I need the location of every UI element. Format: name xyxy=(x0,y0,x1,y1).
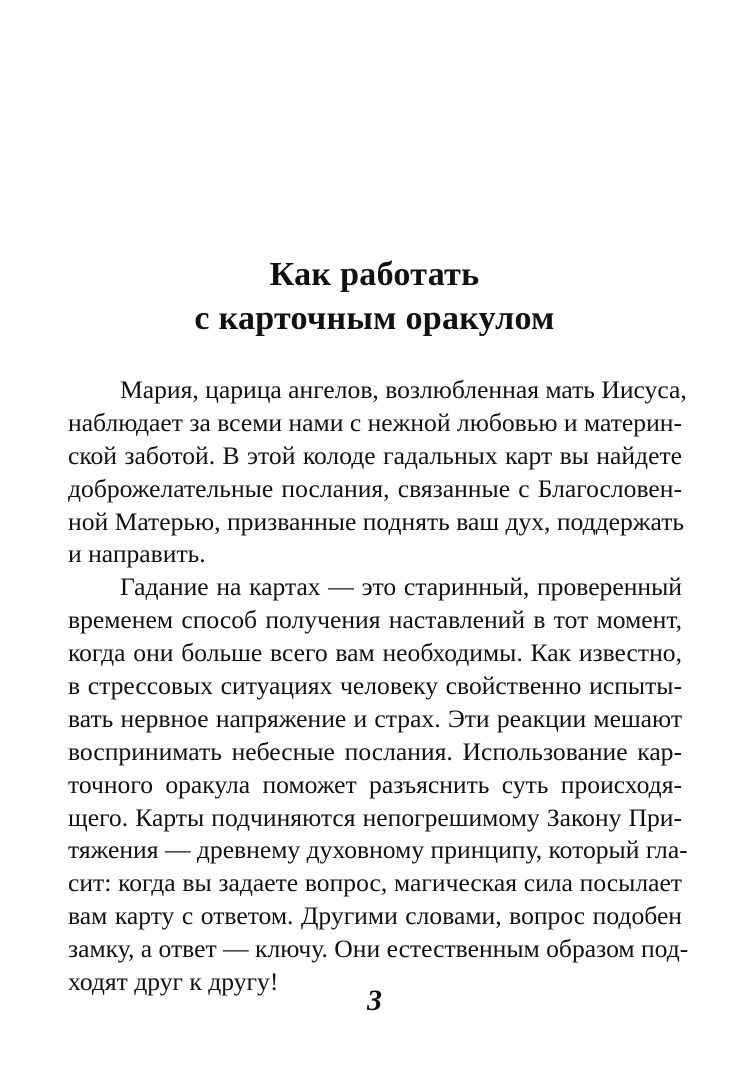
chapter-title-line-1: Как работать xyxy=(269,256,480,293)
paragraph-1-line-4: доброжелательные послания, связанные с Благословен- xyxy=(68,473,682,503)
paragraph-2-line-3: когда они больше всего вам необходимы. Как известно, xyxy=(68,638,682,668)
paragraph-2-line-8: щего. Карты подчиняются непогрешимому Закону При- xyxy=(68,802,682,832)
paragraph-2-line-13: ходят друг к другу! xyxy=(68,967,279,996)
paragraph-2-line-11: вам карту с ответом. Другими словами, вопрос подобен xyxy=(68,901,682,931)
paragraph-2-line-10: сит: когда вы задаете вопрос, магическая сила посылает xyxy=(68,868,682,898)
paragraph-1-line-1: Мария, царица ангелов, возлюбленная мать Иисуса, xyxy=(120,375,687,404)
paragraph-2-line-7: точного оракула поможет разъяснить суть происходя- xyxy=(68,769,682,799)
paragraph-1-line-5: ной Матерью, призванные поднять ваш дух, поддержать xyxy=(68,506,685,536)
paragraph-1-line-2: наблюдает за всеми нами с нежной любовью и материн- xyxy=(68,407,682,437)
paragraph-2-line-2: временем способ получения наставлений в тот момент, xyxy=(68,605,682,635)
paragraph-2-line-1: Гадание на картах — это старинный, проверенный xyxy=(120,572,682,602)
paragraph-1-line-3: ской заботой. В этой колоде гадальных карт вы найдете xyxy=(68,440,682,470)
page-number: 3 xyxy=(367,984,382,1017)
chapter-title-line-2: с карточным оракулом xyxy=(194,300,555,337)
paragraph-2-line-6: воспринимать небесные послания. Использование кар- xyxy=(68,736,682,766)
paragraph-2-line-4: в стрессовых ситуациях человеку свойственно испыты- xyxy=(68,671,682,700)
paragraph-2-line-12: замку, а ответ — ключу. Они естественным образом под- xyxy=(68,934,689,964)
paragraph-2-line-5: вать нервное напряжение и страх. Эти реакции мешают xyxy=(68,703,682,733)
paragraph-1-line-6: и направить. xyxy=(68,539,206,569)
paragraph-2-line-9: тяжения — древнему духовному принципу, который гла- xyxy=(68,835,688,865)
